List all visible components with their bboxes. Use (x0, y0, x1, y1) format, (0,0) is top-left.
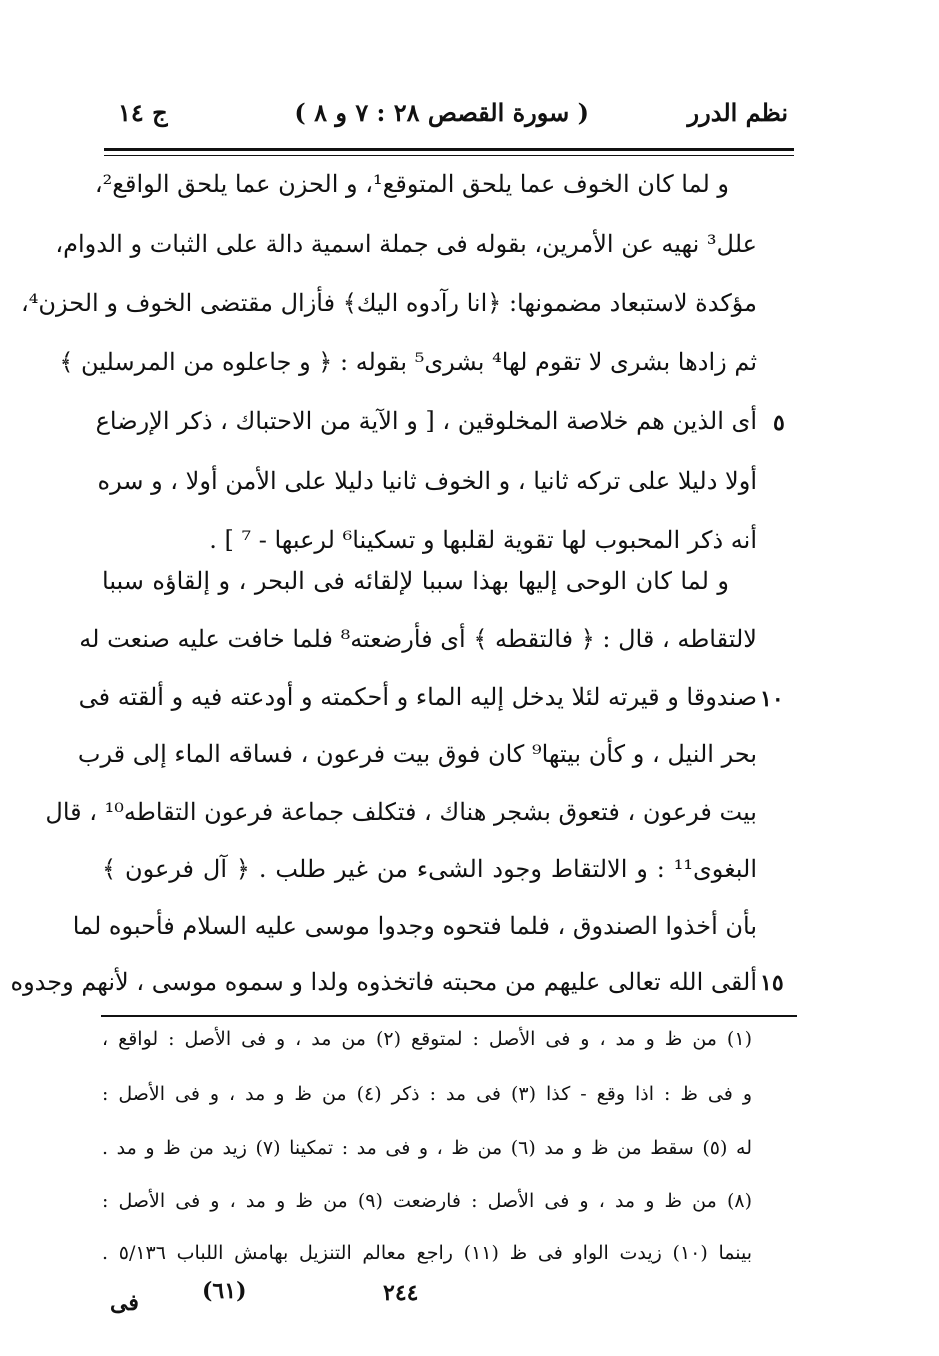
line-number-5: ٥ (773, 410, 785, 436)
header-rule-thick (104, 148, 794, 151)
body-line: بيت فرعون ، فتعوق بشجر هناك ، فتكلف جماعة فرعون التقاطه¹⁰ ، قال (45, 798, 757, 826)
body-line: أى الذين هم خلاصة المخلوقين ، [ و الآية من الاحتباك ، ذكر الإرضاع (95, 407, 757, 435)
body-line: بحر النيل ، و كأن بيتها⁹ كان فوق بيت فرعون ، فساقه الماء إلى قرب (77, 740, 757, 768)
footnote-line: و فى ظ : اذا وقع - كذا (٣) فى مد : ذكر (٤) من ظ و مد ، و فى الأصل : (102, 1083, 752, 1105)
book-title: نظم الدرر (687, 98, 788, 127)
line-number-10: ١٠ (760, 686, 784, 712)
body-line: لالتقاطه ، قال : ﴿ فالتقطه ﴾ أى فأرضعته⁸ فلما خافت عليه صنعت له (79, 625, 757, 653)
body-line: و لما كان الوحى إليها بهذا سببا لإلقائه فى البحر ، و إلقاؤه سببا (102, 567, 729, 595)
footnote-line: له (٥) سقط من ظ و مد (٦) من ظ ، و فى مد : تمكينا (٧) زيد من ظ و مد . (102, 1137, 752, 1159)
body-line: صندوقا و قيرته لئلا يدخل إليه الماء و أحكمته و أودعته فيه و ألقته فى (78, 683, 757, 711)
footnote-line: (٨) من ظ و مد ، و فى الأصل : فارضعت (٩) من ظ و مد ، و فى الأصل : (102, 1190, 752, 1212)
body-line: ثم زادها بشرى لا تقوم لها⁴ بشرى⁵ بقوله : ﴿ و جاعلوه من المرسلين ﴾ (59, 348, 757, 376)
body-line: البغوى¹¹ : و الالتقاط وجود الشىء من غير طلب . ﴿ آل فرعون ﴾ (102, 855, 757, 883)
body-line: علل³ نهيه عن الأمرين، بقوله فى جملة اسمية دالة على الثبات و الدوام، (55, 230, 757, 258)
body-line: ألقى الله تعالى عليهم من محبته فاتخذوه ولدا و سموه موسى ، لأنهم وجدوه (10, 968, 757, 996)
footnote-rule (101, 1015, 797, 1017)
footnote-line: بينما (١٠) زيدت الواو فى ظ (١١) راجع معالم التنزيل بهامش اللباب ٥/١٣٦ . (102, 1242, 752, 1264)
volume-number: ج ١٤ (118, 98, 168, 127)
chapter-reference: ( سورة القصص ٢٨ : ٧ و ٨ ) (294, 98, 589, 127)
header-rule-thin (104, 155, 794, 156)
catchword: فى (110, 1290, 139, 1316)
body-line: أنه ذكر المحبوب لها تقوية لقلبها و تسكينا⁶ لرعبها - ⁷ ] . (209, 526, 757, 554)
page-number: ٢٤٤ (383, 1280, 419, 1306)
footnote-line: (١) من ظ و مد ، و فى الأصل : لمتوقع (٢) من مد ، و فى الأصل : لواقع ، (102, 1028, 752, 1050)
body-line: أولا دليلا على تركه ثانيا ، و الخوف ثانيا دليلا على الأمن أولا ، و سره (97, 467, 757, 495)
page-footer (100, 1278, 800, 1318)
signature-mark: (٦١) (202, 1278, 247, 1304)
running-header (104, 98, 794, 138)
body-line: و لما كان الخوف عما يلحق المتوقع¹، و الحزن عما يلحق الواقع²، (94, 170, 729, 198)
body-line: بأن أخذوا الصندوق ، فلما فتحوه وجدوا موسى عليه السلام فأحبوه لما (72, 912, 757, 940)
line-number-15: ١٥ (760, 970, 784, 996)
body-line: مؤكدة لاستبعاد مضمونها: ﴿انا رآدوه اليك﴾ فأزال مقتضى الخوف و الحزن⁴، (20, 289, 757, 317)
